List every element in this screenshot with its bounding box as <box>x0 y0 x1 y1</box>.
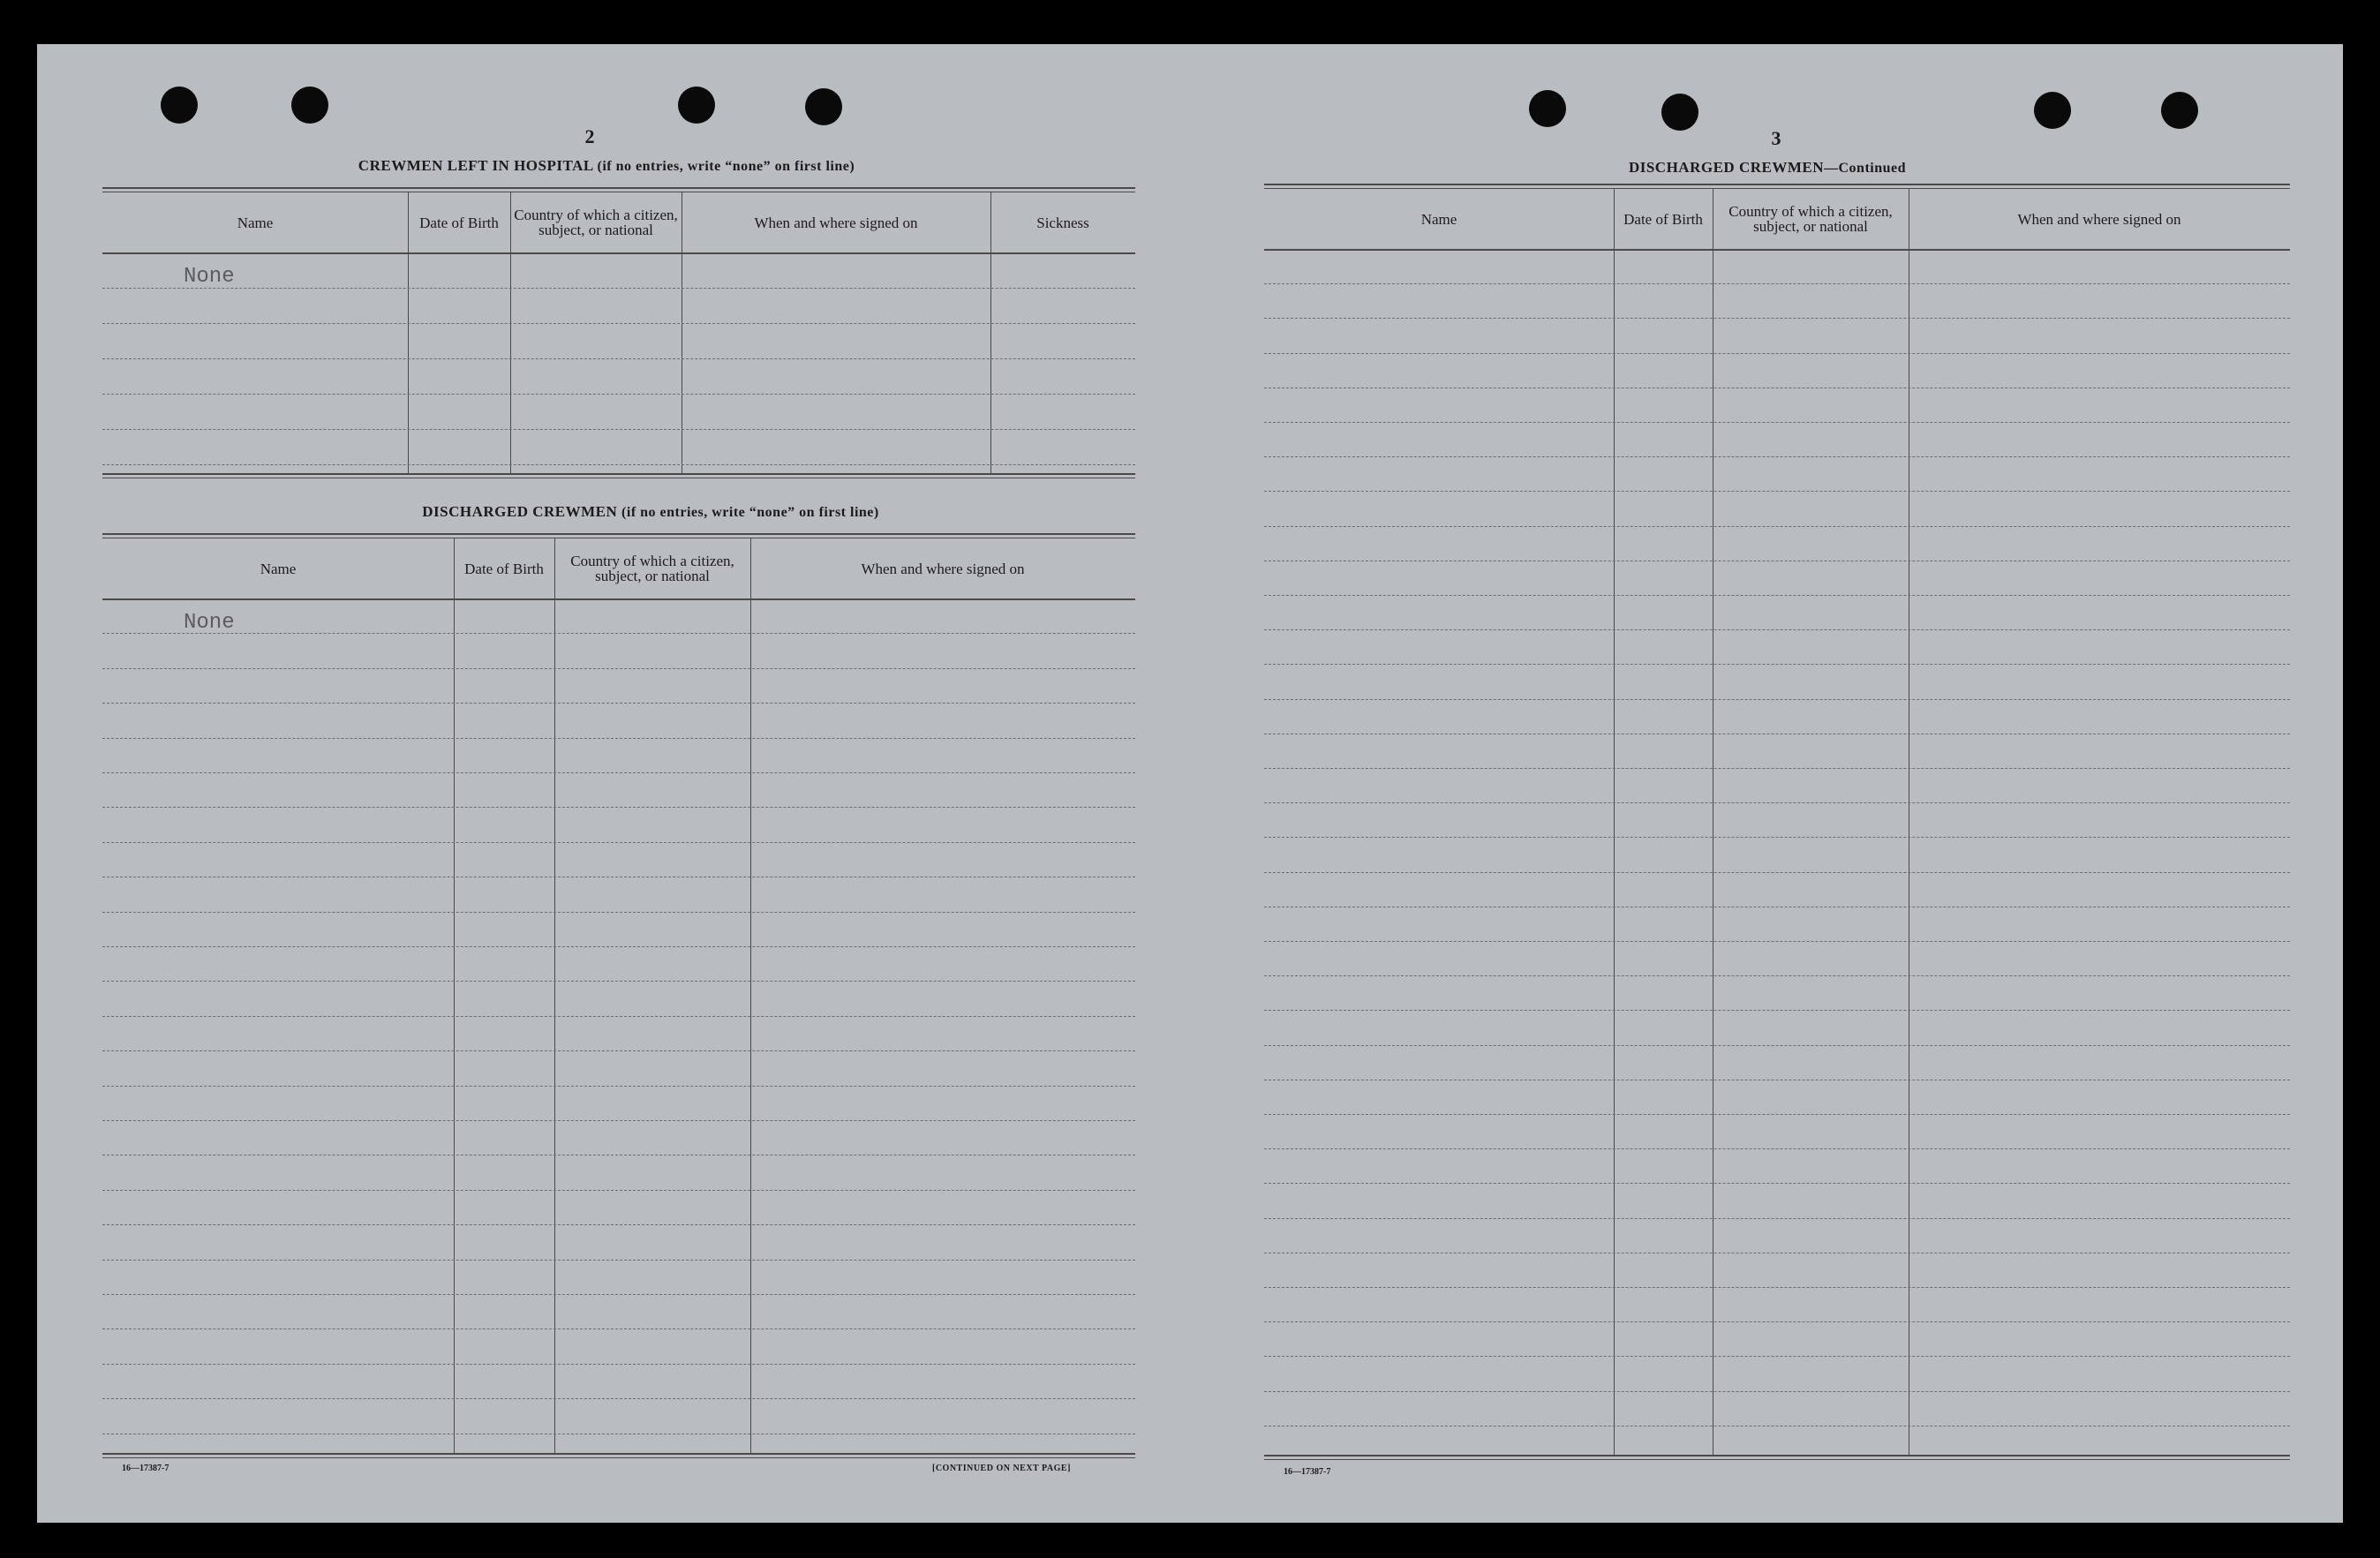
punch-hole <box>678 87 715 124</box>
column-divider <box>554 538 555 1453</box>
discharged-section-title <box>143 503 1158 521</box>
entry-line <box>1264 595 2290 596</box>
header-bottom-rule <box>102 252 1135 254</box>
column-header: When and where signed on <box>2017 210 2181 228</box>
entry-line <box>102 288 1135 289</box>
entry-line <box>102 946 1135 947</box>
column-header: Sickness <box>1036 214 1089 231</box>
punch-hole <box>805 88 842 125</box>
header-bottom-rule <box>1264 249 2290 251</box>
entry-line <box>1264 491 2290 492</box>
column-header: When and where signed on <box>754 214 918 231</box>
column-header: When and where signed on <box>861 560 1025 577</box>
entry-line <box>102 1294 1135 1295</box>
table-bottom-rule <box>102 1457 1135 1458</box>
entry-line <box>102 1190 1135 1191</box>
punch-hole <box>2034 92 2071 129</box>
entry-line <box>102 1120 1135 1121</box>
entry-line <box>1264 664 2290 665</box>
entry-line <box>1264 1391 2290 1392</box>
column-header: Name <box>260 560 297 577</box>
header-bottom-rule <box>102 598 1135 600</box>
column-header: Name <box>1420 210 1457 228</box>
punch-hole <box>291 87 328 124</box>
entry-line <box>1264 1148 2290 1149</box>
document-sheet <box>37 44 2343 1523</box>
discharged-title-text: DISCHARGED CREWMEN <box>422 503 618 520</box>
entry-line <box>1264 1045 2290 1046</box>
entry-line <box>1264 699 2290 700</box>
entry-line <box>102 1364 1135 1365</box>
hospital-title-note: (if no entries, write “none” on first line) <box>597 159 855 174</box>
entry-line <box>102 912 1135 913</box>
table-top-rule <box>102 187 1135 189</box>
column-header: Date of Birth <box>419 214 499 231</box>
entry-line <box>102 703 1135 704</box>
entry-line <box>1264 1114 2290 1115</box>
entry-line <box>1264 422 2290 423</box>
entry-line <box>1264 1321 2290 1322</box>
entry-line <box>1264 1287 2290 1288</box>
entry-line <box>1264 975 2290 976</box>
entry-line <box>102 1016 1135 1017</box>
column-divider <box>990 192 991 473</box>
form-number: 16—17387-7 <box>1284 1467 1331 1477</box>
table-top-rule <box>1264 188 2290 189</box>
entry-line <box>102 1260 1135 1261</box>
punch-hole <box>1529 90 1566 127</box>
entry-line <box>102 394 1135 395</box>
entry-line <box>102 807 1135 808</box>
punch-hole <box>161 87 198 124</box>
page-number: 3 <box>1771 127 1781 149</box>
continued-title-text: DISCHARGED CREWMEN <box>1628 159 1824 176</box>
entry-line <box>102 358 1135 359</box>
entry-line <box>102 842 1135 843</box>
entry-line <box>102 429 1135 430</box>
entry-line <box>102 464 1135 465</box>
table-top-rule <box>102 533 1135 535</box>
table-bottom-rule <box>102 1453 1135 1455</box>
entry-line <box>1264 1010 2290 1011</box>
entry-line <box>1264 629 2290 630</box>
punch-hole <box>1661 94 1698 131</box>
column-divider <box>454 538 455 1453</box>
typed-entry: None <box>184 611 235 635</box>
page-number: 2 <box>584 125 595 147</box>
entry-line <box>1264 456 2290 457</box>
column-header: Country of which a citizen, subject, or national <box>514 207 678 238</box>
entry-line <box>1264 318 2290 319</box>
entry-line <box>1264 941 2290 942</box>
entry-line <box>102 1328 1135 1329</box>
typed-entry: None <box>184 265 235 289</box>
form-number: 16—17387-7 <box>122 1464 169 1473</box>
column-divider <box>408 192 409 473</box>
column-header: Country of which a citizen, subject, or national <box>570 553 734 584</box>
column-header: Name <box>237 214 274 231</box>
entry-line <box>1264 837 2290 838</box>
column-header: Country of which a citizen, subject, or national <box>1729 203 1893 235</box>
entry-line <box>1264 1183 2290 1184</box>
column-divider <box>510 192 511 473</box>
entry-line <box>102 772 1135 773</box>
column-divider <box>750 538 751 1453</box>
continued-note: [CONTINUED ON NEXT PAGE] <box>932 1464 1071 1473</box>
entry-line <box>102 1398 1135 1399</box>
table-bottom-rule <box>102 473 1135 475</box>
discharged-title-note: (if no entries, write “none” on first line) <box>621 505 879 520</box>
entry-line <box>102 1050 1135 1051</box>
entry-line <box>1264 802 2290 803</box>
entry-line <box>1264 768 2290 769</box>
column-header: Date of Birth <box>464 560 544 577</box>
table-top-rule <box>1264 184 2290 185</box>
table-bottom-rule <box>1264 1459 2290 1460</box>
continued-section-title <box>1538 159 1997 177</box>
entry-line <box>1264 526 2290 527</box>
entry-line <box>102 738 1135 739</box>
column-divider <box>1614 188 1615 1455</box>
entry-line <box>1264 1356 2290 1357</box>
continued-title-suffix: —Continued <box>1824 161 1907 176</box>
entry-line <box>102 1224 1135 1225</box>
table-bottom-rule <box>1264 1455 2290 1456</box>
column-header: Date of Birth <box>1623 210 1703 228</box>
entry-line <box>102 1086 1135 1087</box>
entry-line <box>102 981 1135 982</box>
entry-line <box>102 633 1135 634</box>
entry-line <box>1264 283 2290 284</box>
punch-hole <box>2161 92 2198 129</box>
entry-line <box>1264 872 2290 873</box>
entry-line <box>1264 1218 2290 1219</box>
entry-line <box>102 323 1135 324</box>
hospital-title-text: CREWMEN LEFT IN HOSPITAL <box>358 157 593 174</box>
hospital-section-title <box>143 157 1070 175</box>
entry-line <box>102 668 1135 669</box>
entry-line <box>1264 353 2290 354</box>
